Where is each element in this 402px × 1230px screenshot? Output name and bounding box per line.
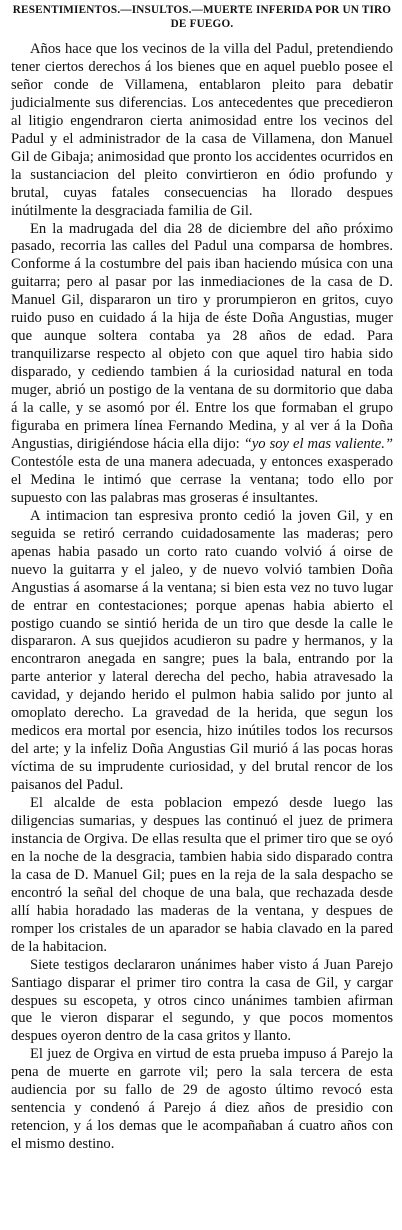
paragraph-2 (11, 221, 393, 508)
paragraph-4: El alcalde de esta poblacion empezó desde luego las diligencias sumarias, y despues las continuó el juez de primera instancia de Orgiva. De ellas resulta que el primer tiro que se oyó en la noche de la desgracia, tambien habia sido disparado contra la casa de D. Manuel Gil; pues en la reja de la sala despacho se encontró la señal del choque de una bala, que rechazada desde allí habia horadado las maderas de la ventana, y despues de romper los cristales de un aparador se habia clavado en la pared de la habitacion. (11, 795, 393, 955)
paragraph-1: Años hace que los vecinos de la villa del Padul, pretendiendo tener ciertos derechos á los bienes que en aquel pueblo posee el señor conde de Villamena, entablaron pleito para debatir judicialmente sus diferencias. Los antecedentes que precedieron al litigio engendraron cierta animosidad entre los vecinos del Padul y el administrador de la casa de Villamena, don Manuel Gil de Gibaja; animosidad que pronto los accidentes ocurridos en la sustanciacion del pleito convirtieron en ódio profundo y brutal, cuyas fatales consecuencias ha llorado despues inútilmente la desgraciada familia de Gil. (11, 41, 393, 219)
paragraph-3: A intimacion tan espresiva pronto cedió la joven Gil, y en seguida se retiró cerrando cuidadosamente las maderas; pero apenas habia pasado un corto rato cuando volvió á oirse de nuevo la guitarra y el jaleo, y de nuevo volvió tambien Doña Angustias á asomarse á la ventana; si bien esta vez no tuvo lugar de entrar en contestaciones; porque apenas habia abierto el postigo cuando se sintió herida de un tiro que desde la calle le dispararon. A sus quejidos acudieron su padre y hermanos, y la encontraron anegada en sangre; pues la bala, entrando por la parte anterior y lateral derecha del pecho, habia atravesado la cavidad, y dejando herido el pulmon habia salido por junto al omoplato derecho. La gravedad de la herida, que segun los medicos era mortal por esencia, hizo inútiles todos los recursos del arte; y la infeliz Doña Angustias Gil murió á las pocas horas víctima de su imprudente curiosidad, y del brutal rencor de los paisanos del Padul. (11, 507, 393, 794)
paragraph-2-text-after: Contestóle esta de una manera adecuada, y entonces exasperado el Medina le intimó que cerrase la ventana; todo ello por supuesto con las palabras mas groseras é insultantes. (11, 453, 393, 506)
paragraph-2-text-before: En la madrugada del dia 28 de diciembre del año próximo pasado, recorria las calles del Padul una comparsa de hombres. Conforme á la costumbre del pais iban haciendo música con una guitarra; pero al pasar por las inmediaciones de la casa de D. Manuel Gil, dispararon un tiro y prorumpieron en gritos, cuyo ruido puso en cuidado á la hija de éste Doña Angustias, muger que aunque soltera contaba ya 28 años de edad. Para tranquilizarse respecto al objeto con que aquel tiro habia sido disparado, y cediendo tambien á la curiosidad natural en toda muger, abrió un postigo de la ventana de su dormitorio que daba á la calle, y se asomó por él. Entre los que formaban el grupo figuraba en primera línea Fernando Medina, y al ver á la Doña Angustias, dirigiéndose hácia ella dijo: (11, 220, 393, 452)
article-headline: RESENTIMIENTOS.—INSULTOS.—MUERTE INFERIDA POR UN TIRO DE FUEGO. (12, 4, 392, 30)
paragraph-5: Siete testigos declararon unánimes haber visto á Juan Parejo Santiago disparar el primer tiro contra la casa de Gil, y cargar despues su escopeta, y otros cinco unánimes tambien afirman que le vieron disparar el segundo, y que pocos momentos despues oyeron dentro de la casa gritos y llanto. (11, 956, 393, 1045)
medina-quote: “yo soy el mas valiente.” (243, 435, 393, 452)
paragraph-6: El juez de Orgiva en virtud de esta prueba impuso á Parejo la pena de muerte en garrote vil; pero la sala tercera de esta audiencia por su fallo de 29 de agosto último revocó esta sentencia y condenó á Parejo á diez años de presidio con retencion, y á los demas que le acompañaban á cuatro años con el mismo destino. (11, 1046, 393, 1153)
